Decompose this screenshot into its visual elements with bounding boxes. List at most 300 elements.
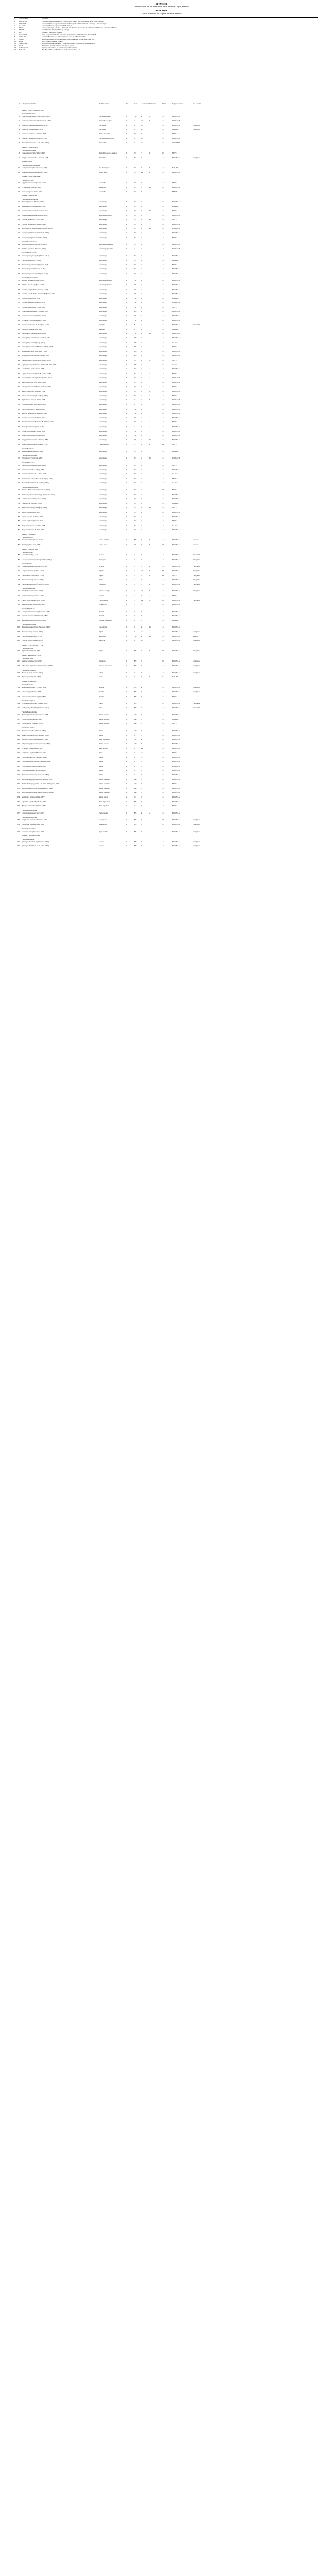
use-value: Cinegético <box>193 631 200 633</box>
locomotion-value: T <box>141 671 142 674</box>
table-row <box>14 255 318 259</box>
locomotion-value: V <box>141 493 142 496</box>
common-name: Zorra gris <box>99 558 106 561</box>
row-number: 36 <box>18 301 20 304</box>
ins-value: C <box>126 205 128 208</box>
locomotion-value: T <box>141 823 142 825</box>
species-name: Artibeus jamaicensis Leach, 1821 <box>22 279 45 282</box>
diet-value: O <box>134 774 135 776</box>
row-number: 6 <box>19 137 20 140</box>
acronym-code: MZFC <box>19 27 24 29</box>
common-name: Murciélago <box>99 434 107 437</box>
ins-value: C <box>126 626 128 629</box>
species-name: Enchisthenes hartii (Thomas, 1892) <box>22 332 46 335</box>
species-name: Lasiurus ega (Gervais, 1856) <box>22 502 42 504</box>
diet-value: IN <box>134 515 136 518</box>
record-value: ECO-SC-M <box>172 774 180 776</box>
table-row <box>14 626 318 631</box>
ins-value: C <box>126 506 128 509</box>
iucn-value: LC <box>162 181 164 184</box>
species-name: Tylomys nudicaudus (Peters, 1866) <box>22 805 46 807</box>
species-name: Panthera onca (Linnaeus, 1758) <box>22 574 44 577</box>
common-name: Tuza <box>99 706 103 709</box>
ins-value: C <box>126 671 128 674</box>
common-name: Rata arrocera <box>99 747 108 750</box>
common-name: Murciélago <box>99 511 107 513</box>
diet-value: HE <box>134 665 137 667</box>
record-value: ECO-SC-M <box>172 438 180 441</box>
diet-value: O <box>134 124 135 126</box>
common-name: Murciélago <box>99 236 107 239</box>
locomotion-value: T <box>141 579 142 581</box>
iucn-value: LC <box>162 231 164 234</box>
ins-value: C <box>126 268 128 270</box>
locomotion-value: T <box>141 783 142 785</box>
species-name: Sylvilagus floridanus (J. A. Allen, 1890) <box>22 845 49 848</box>
diet-value: IN <box>134 450 136 452</box>
iucn-value: LC <box>162 236 164 239</box>
diet-value: IN <box>134 489 136 492</box>
record-value: MZFC <box>172 181 177 184</box>
row-number: 43 <box>18 332 20 335</box>
diet-value: IN <box>134 473 136 476</box>
table-row <box>14 787 318 792</box>
diet-value: FR <box>134 544 137 546</box>
row-number: 62 <box>18 416 20 419</box>
common-name: Murciélago <box>99 231 107 234</box>
row-number: 20 <box>18 223 20 225</box>
diet-value: H <box>134 324 135 326</box>
table-row <box>14 574 318 579</box>
species-name: Spilogale angustifrons Howell, 1902 <box>22 619 47 621</box>
locomotion-value: V <box>141 231 142 234</box>
locomotion-value: V <box>141 412 142 415</box>
family-label: Familia Natalidae <box>22 447 34 450</box>
semarnat-value: P <box>149 565 150 568</box>
ins-value: C <box>126 288 128 291</box>
acronym-name: Colección Mastozoológica del Instituto de Biología de la Universidad de Ciencias y Artes de Chiapas <box>42 22 107 25</box>
species-name: Carollia perspicillata (Linnaeus, 1758) <box>22 288 48 291</box>
title-en: APPENDIX <box>155 9 168 12</box>
row-number: 69 <box>18 450 20 452</box>
iucn-value: LC <box>162 579 164 581</box>
diet-value: IN <box>134 506 136 509</box>
ins-value: C <box>126 416 128 419</box>
common-name: Murciélago <box>99 372 107 375</box>
locomotion-value: V <box>141 205 142 208</box>
ins-value: C <box>126 341 128 344</box>
record-value: MZFC <box>172 359 177 361</box>
ins-value: C <box>126 631 128 633</box>
common-name: Tapir <box>99 650 103 652</box>
record-value: UNICACH <box>172 457 180 460</box>
table-row <box>14 498 318 502</box>
table-row <box>14 377 318 381</box>
species-name: Handleyomys alfaroi (J. A. Allen, 1891) <box>22 734 49 736</box>
table-row <box>14 395 318 399</box>
locomotion-value: T <box>141 795 142 798</box>
row-number: 113 <box>17 695 20 698</box>
iucn-value: CR <box>162 819 164 821</box>
species-name: Peromyscus gymnotis Thomas, 1894 <box>22 765 47 767</box>
iucn-value: LC <box>162 272 164 275</box>
ins-value: C <box>126 332 128 335</box>
common-name: Vampiro <box>99 328 105 330</box>
table-row <box>14 137 318 142</box>
common-name: Ardilla <box>99 690 104 693</box>
record-value: MZFC <box>172 152 177 155</box>
locomotion-value: V <box>141 319 142 321</box>
common-name: Guaqueque <box>99 823 107 825</box>
ins-value: C <box>126 434 128 437</box>
record-value: ECO-SC-M <box>172 368 180 370</box>
record-value: ECO-SC-M <box>172 171 180 174</box>
acronym-code: UNICACH <box>19 22 27 25</box>
record-value: ECO-SC-M <box>172 223 180 225</box>
ins-value: C <box>126 676 128 679</box>
record-value: ECO-SC-M <box>172 214 180 216</box>
ins-value: C <box>126 524 128 527</box>
common-name: Murciélago <box>99 529 107 531</box>
species-name: Phylloderma stenops Peters, 1865 <box>22 399 45 401</box>
iucn-value: NT <box>162 574 164 577</box>
table-row <box>14 408 318 413</box>
semarnat-value: P <box>149 539 150 541</box>
species-name: Peromyscus guatemalensis Merriam, 1898 <box>22 760 51 763</box>
locomotion-value: T <box>141 778 142 781</box>
row-number: 73 <box>18 473 20 476</box>
table-row <box>14 544 318 548</box>
table-row <box>14 259 318 264</box>
row-number: 15 <box>18 200 20 203</box>
diet-value: FR <box>134 288 137 291</box>
record-value: ECO-SC-M <box>172 800 180 803</box>
diet-value: C <box>134 120 135 122</box>
acronym-number: 11 <box>14 42 16 45</box>
table-row <box>14 167 318 172</box>
ins-value: C <box>126 306 128 308</box>
iucn-value: LC <box>162 639 164 642</box>
species-name: Rhynchonycteris naso (Wied-Neuwied, 1820) <box>22 227 53 230</box>
use-value: Fotografía <box>193 558 200 561</box>
row-number: 2 <box>19 120 20 122</box>
table-row <box>14 665 318 669</box>
locomotion-value: V <box>141 468 142 471</box>
species-name: Sigmodon hispidus Say & Ord, 1825 <box>22 800 47 803</box>
table-row <box>14 524 318 529</box>
diet-value: C <box>134 599 135 601</box>
ins-value: C <box>126 231 128 234</box>
common-name: Rata <box>99 752 103 754</box>
iucn-value: LC <box>162 324 164 326</box>
row-number: 46 <box>18 346 20 348</box>
species-name: Diphylla ecaudata Spix, 1823 <box>22 328 42 330</box>
ins-value: C <box>126 520 128 522</box>
locomotion-value: SC <box>141 128 143 131</box>
table-row <box>14 439 318 444</box>
locomotion-value: T <box>141 819 142 821</box>
diet-value: O <box>134 610 135 613</box>
common-name: Zorrillo <box>99 615 105 617</box>
species-name: Saccopteryx leptura (Schreber, 1774) <box>22 236 47 239</box>
common-name: Murciélago <box>99 354 107 357</box>
iucn-value: LC <box>162 190 164 193</box>
iucn-value: LC <box>162 205 164 208</box>
record-value: ECO-SC-M <box>172 787 180 789</box>
locomotion-value: V <box>141 477 142 480</box>
ins-value: C <box>126 152 128 155</box>
use-value: Mascota <box>193 635 199 637</box>
record-value: ECO-SC-M <box>172 315 180 317</box>
diet-value: FR <box>134 306 137 308</box>
species-name: Peromyscus mexicanus (Saussure, 1860) <box>22 774 49 776</box>
diet-value: O <box>134 747 135 750</box>
species-name: Tadarida brasiliensis (I. Geoffroy, 1824) <box>22 482 49 484</box>
common-name: Rata vespertina <box>99 738 110 741</box>
record-value: MZFC <box>172 506 177 509</box>
row-number: 131 <box>17 783 20 785</box>
ins-value: C <box>126 639 128 642</box>
record-value: Hall, E.R. <box>172 166 179 169</box>
table-row <box>14 554 318 558</box>
iucn-value: DD <box>162 660 164 663</box>
iucn-value: LC <box>162 524 164 527</box>
iucn-value: LC <box>162 760 164 763</box>
record-value: ECO-SC-M <box>172 811 180 814</box>
col-common: Nombre común <box>99 103 109 105</box>
table-row <box>14 734 318 739</box>
common-name: Leoncillo <box>99 583 106 585</box>
locomotion-value: T <box>141 760 142 763</box>
ins-value: C <box>126 840 128 843</box>
table-row <box>14 494 318 498</box>
row-number: 51 <box>18 368 20 370</box>
row-number: 18 <box>18 214 20 216</box>
row-number: 54 <box>18 381 20 383</box>
species-name: Chiroderma salvini Dobson, 1878 <box>22 301 45 304</box>
diet-value: O <box>134 615 135 617</box>
ins-value: C <box>126 450 128 452</box>
acronym-name: Museo de Zoología "Alfonso L. Herrera" de la Facultad de Ciencias de la Universidad Nacional Autónoma de México <box>42 27 117 29</box>
common-name: Ratón espinoso <box>99 714 110 716</box>
species-name: Choeroniscus godmani (Thomas, 1903) <box>22 310 49 313</box>
diet-value: O <box>134 671 135 674</box>
ins-value: C <box>126 702 128 705</box>
acronym-code: CONABIO <box>19 36 27 38</box>
table-row <box>14 426 318 430</box>
acronym-header-acronym: ACRÓNIMO <box>19 18 28 20</box>
species-name: Nasua narica (Linnaeus, 1766) <box>22 631 43 633</box>
locomotion-value: V <box>141 346 142 348</box>
row-number: 117 <box>17 718 20 720</box>
common-name: Murciélago <box>99 332 107 335</box>
common-name: Murciélago pescador <box>99 243 113 246</box>
use-value: Cinegético <box>193 840 200 843</box>
common-name: Ardilla <box>99 686 104 689</box>
record-value: UNICACH <box>172 377 180 379</box>
table-row <box>14 191 318 195</box>
common-name: Mapache <box>99 639 106 642</box>
table-row <box>14 328 318 333</box>
iucn-value: LC <box>162 381 164 383</box>
common-name: Murciélago <box>99 477 107 480</box>
record-value: OAXMA <box>172 502 179 504</box>
iucn-value: LC <box>162 631 164 633</box>
row-number: 135 <box>17 800 20 803</box>
iucn-value: LC <box>162 124 164 126</box>
iucn-value: LC <box>162 341 164 344</box>
diet-value: GR <box>134 783 137 785</box>
species-name: Thyroptera tricolor Spix, 1823 <box>22 457 43 460</box>
acronym-code: Hall, E.R. <box>19 49 26 52</box>
species-name: Leptonycteris yerbabuenae Martínez & Villa, 1940 <box>22 363 57 366</box>
row-number: 89 <box>18 558 20 561</box>
record-value: ECO-SC-M <box>172 324 180 326</box>
common-name: Murciélago <box>99 489 107 492</box>
family-label: Familia Geomyidae <box>22 700 36 702</box>
acronym-code: CollMamqhinj <box>19 46 29 49</box>
ins-value: C <box>126 263 128 266</box>
row-number: 26 <box>18 255 20 257</box>
acronym-name: Registro de mamíferos en colecciones de Mesoamérica <box>42 46 77 49</box>
locomotion-value: V <box>141 377 142 379</box>
ins-value: C <box>126 665 128 667</box>
locomotion-value: V <box>141 473 142 476</box>
diet-value: IN <box>134 132 136 135</box>
ins-value: C <box>126 438 128 441</box>
semarnat-value: P <box>149 650 150 652</box>
acronym-name: Royal Ontario Museum, Toronto <box>42 40 63 42</box>
common-name: Zorrillo manchado <box>99 619 112 621</box>
title-es: APÉNDICE <box>155 3 168 5</box>
row-number: 124 <box>17 752 20 754</box>
iucn-value: LC <box>162 166 164 169</box>
row-number: 83 <box>18 520 20 522</box>
semarnat-value: P <box>149 443 150 446</box>
locomotion-value: T <box>141 734 142 736</box>
table-row <box>14 783 318 787</box>
diet-value: NE <box>134 350 137 352</box>
record-value: MZFC <box>172 236 177 239</box>
diet-value: FR <box>134 408 137 410</box>
common-name: Brazo fuerte <box>99 171 108 174</box>
table-row <box>14 443 318 448</box>
species-name: Liomys salvini (Thomas, 1893) <box>22 722 43 725</box>
locomotion-value: V <box>141 306 142 308</box>
table-row <box>14 791 318 796</box>
ins-value: C <box>126 791 128 794</box>
diet-value: IN <box>134 524 136 527</box>
table-row <box>14 364 318 368</box>
common-name: Tlacuache de agua <box>99 120 112 122</box>
ins-value: C <box>126 619 128 621</box>
common-name: Murciélago <box>99 297 107 299</box>
family-label: Familia Vespertilionidae <box>22 486 39 489</box>
semarnat-value: P <box>149 676 150 679</box>
locomotion-value: A <box>141 115 142 117</box>
ins-value: C <box>126 515 128 518</box>
record-value: MZFC <box>172 372 177 375</box>
acronym-number: 14 <box>14 49 16 52</box>
locomotion-value: V <box>141 272 142 275</box>
diet-value: IN <box>134 421 136 423</box>
ins-value: C <box>126 511 128 513</box>
iucn-value: LC <box>162 263 164 266</box>
species-name: Mephitis macroura Lichtenstein, 1832 <box>22 615 48 617</box>
iucn-value: NT <box>162 489 164 492</box>
iucn-value: LC <box>162 626 164 629</box>
record-value: ECO-SC-M <box>172 742 180 745</box>
acronym-list <box>14 17 318 51</box>
acronym-code: FMNH <box>19 29 24 31</box>
locomotion-value: SC <box>141 142 143 144</box>
iucn-value: LC <box>162 665 164 667</box>
record-value: MZFC <box>172 346 177 348</box>
acronym-code: AMNH <box>19 38 24 40</box>
species-name: Phyllostomus discolor Wagner, 1843 <box>22 403 47 405</box>
row-number: 74 <box>18 477 20 480</box>
table-row <box>14 214 318 219</box>
ins-value: C <box>126 734 128 736</box>
subtitle-en: List of mammals in Zoque's Reserve, Mexico <box>141 12 182 15</box>
iucn-value: LC <box>162 738 164 741</box>
locomotion-value: T <box>141 558 142 561</box>
diet-value: O <box>134 128 135 131</box>
ins-value: C <box>126 706 128 709</box>
iucn-value: LC <box>162 706 164 709</box>
row-number: 45 <box>18 341 20 344</box>
iucn-value: LC <box>162 477 164 480</box>
ins-value: C <box>126 255 128 257</box>
species-name: Pteronotus gymnonotus (Wagner, 1843) <box>22 263 49 266</box>
common-name: Ratón tlacuache <box>99 132 110 135</box>
row-number: 97 <box>18 599 20 601</box>
locomotion-value: V <box>141 328 142 330</box>
species-name: Puma yagouaroundi (É. Geoffroy, 1803) <box>22 583 49 585</box>
ins-value: C <box>126 412 128 415</box>
ins-value: C <box>126 457 128 460</box>
locomotion-value: SA <box>141 171 143 174</box>
common-name: Murciélago <box>99 255 107 257</box>
iucn-value: LC <box>162 368 164 370</box>
row-number: 140 <box>17 830 20 833</box>
diet-value: IN <box>134 482 136 484</box>
locomotion-value: SC <box>141 137 143 140</box>
species-name: Baiomys musculus (Merriam, 1892) <box>22 730 46 732</box>
row-number: 93 <box>18 579 20 581</box>
common-name: Conejo <box>99 840 104 843</box>
diet-value: HE <box>134 702 137 705</box>
row-number: 33 <box>18 288 20 291</box>
ins-value: C <box>126 574 128 577</box>
ins-value: C <box>126 805 128 807</box>
locomotion-value: SC <box>141 752 143 754</box>
ins-value: C <box>126 236 128 239</box>
ins-value: C <box>126 482 128 484</box>
common-name: Murciélago <box>99 200 107 203</box>
iucn-value: LC <box>162 529 164 531</box>
iucn-value: NT <box>162 443 164 446</box>
record-value: ECO-SC-M <box>172 137 180 140</box>
table-row <box>14 279 318 284</box>
species-name: Hylonycteris underwoodi Thomas, 1903 <box>22 354 49 357</box>
order-label: ORDEN RODENTIA <box>22 680 37 683</box>
iucn-value: EN <box>162 544 164 546</box>
table-row <box>14 819 318 823</box>
table-row <box>14 417 318 421</box>
family-label: Familia Molossidae <box>22 462 36 464</box>
record-value: OAXMA <box>172 328 179 330</box>
